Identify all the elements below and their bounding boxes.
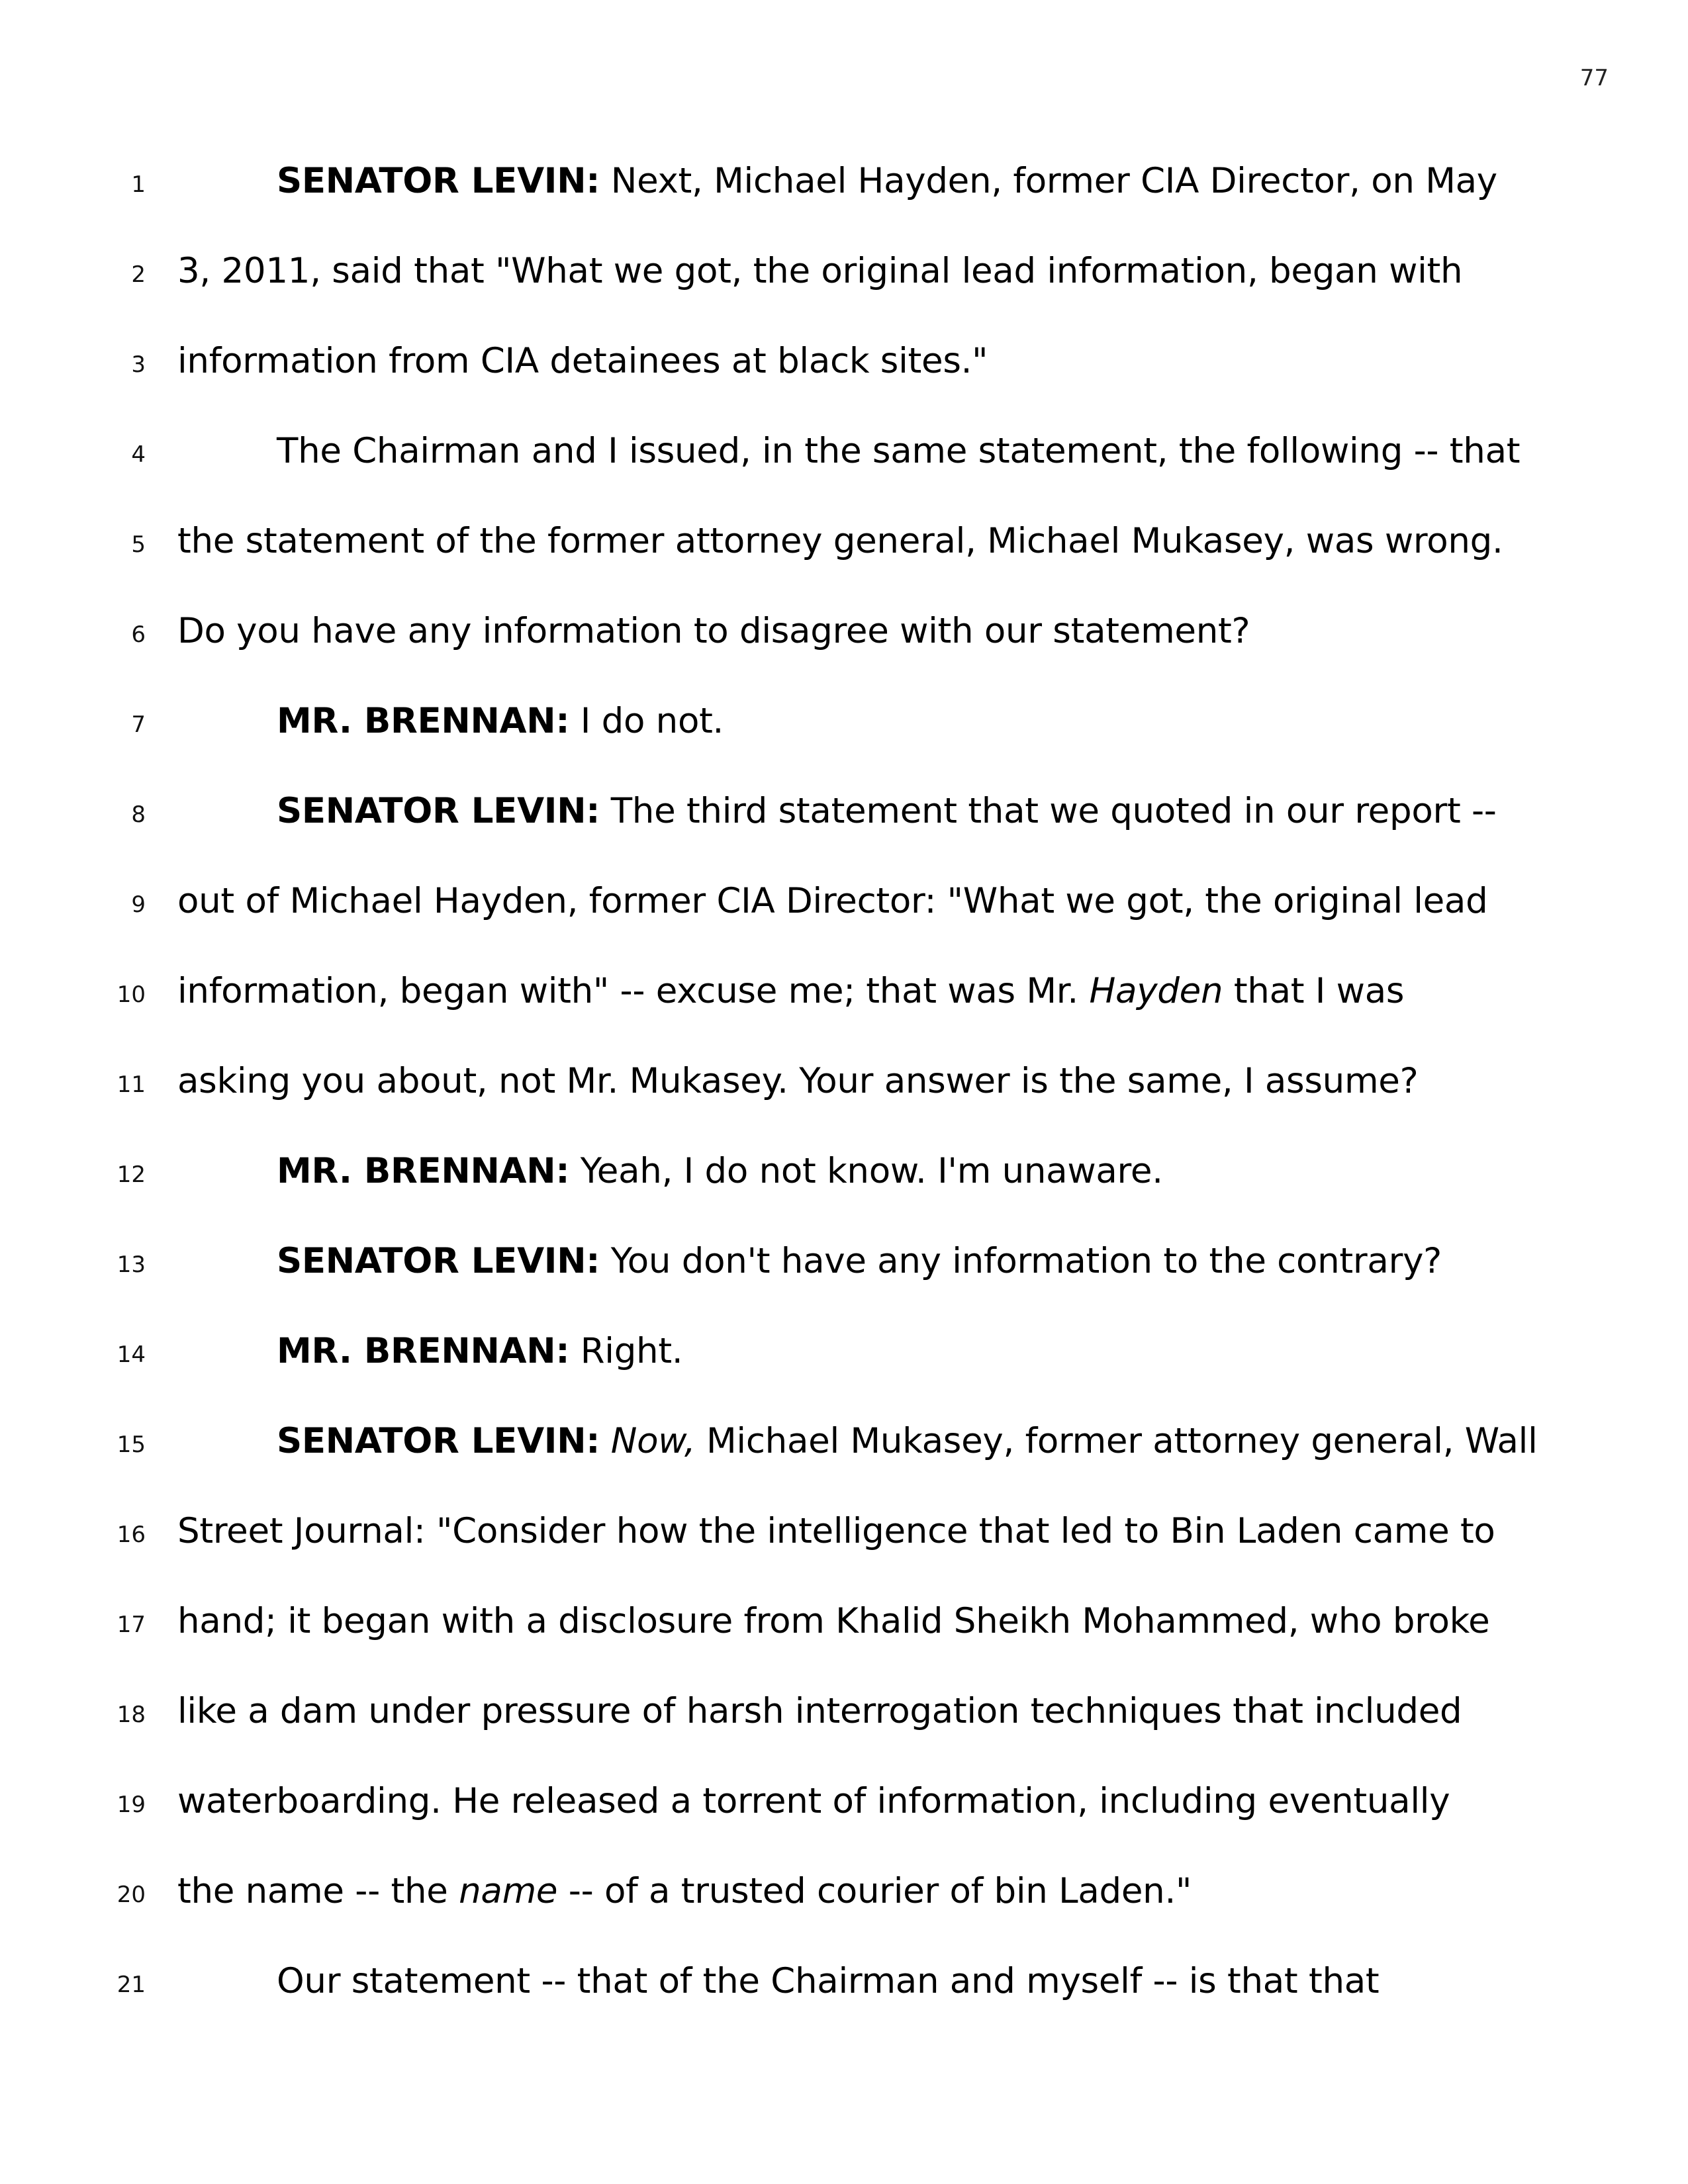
line-number: 13: [117, 1251, 146, 1278]
line-number: 9: [131, 891, 146, 918]
line-body: information, began with" -- excuse me; that was Mr.: [177, 971, 1090, 1011]
transcript-line: [0, 1780, 1688, 1870]
line-number: 21: [117, 1972, 146, 1998]
line-body: the statement of the former attorney general, Michael Mukasey, was wrong.: [177, 521, 1503, 561]
line-text: [277, 430, 1520, 473]
transcript-line: [0, 1060, 1688, 1150]
line-text: [177, 1510, 1495, 1553]
line-number: 20: [117, 1882, 146, 1908]
line-number: 4: [131, 441, 146, 468]
line-text: [277, 1420, 1538, 1463]
line-number: 10: [117, 981, 146, 1008]
transcript-line: [0, 1600, 1688, 1690]
line-number: 2: [131, 261, 146, 288]
line-body: Our statement -- that of the Chairman and myself -- is that that: [277, 1961, 1380, 2001]
line-number: 16: [117, 1522, 146, 1548]
transcript-line: [0, 340, 1688, 430]
line-text: [277, 1150, 1163, 1193]
line-body: Yeah, I do not know. I'm unaware.: [569, 1151, 1163, 1191]
line-number: 6: [131, 621, 146, 648]
page-number: 77: [1579, 65, 1609, 91]
line-number: 5: [131, 531, 146, 558]
line-body: You don't have any information to the contrary?: [600, 1241, 1442, 1281]
line-number: 14: [117, 1342, 146, 1368]
line-text: [277, 1330, 682, 1373]
italic-emphasis: name: [459, 1871, 558, 1911]
transcript-line: [0, 700, 1688, 790]
transcript-line: [0, 1420, 1688, 1510]
line-body: The third statement that we quoted in our report --: [600, 791, 1497, 831]
line-text: [277, 1240, 1442, 1283]
line-body-tail: that I was: [1223, 971, 1405, 1011]
transcript-line: [0, 1150, 1688, 1240]
line-text: [177, 1060, 1418, 1103]
line-text: [177, 610, 1250, 653]
line-text: [177, 970, 1404, 1013]
line-body: waterboarding. He released a torrent of information, including eventually: [177, 1781, 1450, 1821]
line-body: information from CIA detainees at black sites.": [177, 341, 988, 381]
line-number: 1: [131, 171, 146, 198]
line-body: Next, Michael Hayden, former CIA Director, on May: [600, 161, 1497, 201]
speaker-name: MR. BRENNAN:: [277, 1151, 570, 1191]
line-body: out of Michael Hayden, former CIA Director: "What we got, the original lead: [177, 881, 1488, 921]
line-text: [177, 250, 1462, 293]
transcript-line: [0, 1240, 1688, 1330]
line-number: 18: [117, 1702, 146, 1728]
line-body: the name -- the: [177, 1871, 459, 1911]
transcript-line: [0, 610, 1688, 700]
transcript-line: [0, 1510, 1688, 1600]
speaker-name: MR. BRENNAN:: [277, 1331, 570, 1371]
italic-emphasis: Hayden: [1089, 971, 1223, 1011]
transcript-line: [0, 520, 1688, 610]
line-text: [177, 1690, 1462, 1733]
line-body: 3, 2011, said that "What we got, the original lead information, began with: [177, 251, 1463, 291]
line-text: [277, 790, 1497, 833]
transcript-line: [0, 1870, 1688, 1960]
speaker-name: SENATOR LEVIN:: [277, 791, 600, 831]
line-text: [277, 1960, 1379, 2003]
line-number: 7: [131, 711, 146, 738]
line-body: hand; it began with a disclosure from Khalid Sheikh Mohammed, who broke: [177, 1601, 1490, 1641]
line-text: [177, 1600, 1489, 1643]
transcript-line: [0, 880, 1688, 970]
line-text: [277, 700, 724, 743]
line-body: Do you have any information to disagree with our statement?: [177, 611, 1250, 651]
speaker-name: SENATOR LEVIN:: [277, 1241, 600, 1281]
line-body: The Chairman and I issued, in the same statement, the following -- that: [277, 431, 1521, 471]
line-number: 8: [131, 801, 146, 828]
italic-emphasis: Now,: [610, 1421, 696, 1461]
line-body: I do not.: [569, 701, 724, 741]
speaker-name: MR. BRENNAN:: [277, 701, 570, 741]
transcript-line: [0, 250, 1688, 340]
line-number: 12: [117, 1161, 146, 1188]
line-body: Right.: [569, 1331, 683, 1371]
line-body: like a dam under pressure of harsh interrogation techniques that included: [177, 1691, 1462, 1731]
line-body: asking you about, not Mr. Mukasey. Your answer is the same, I assume?: [177, 1061, 1419, 1101]
transcript-line: [0, 1690, 1688, 1780]
line-number: 17: [117, 1612, 146, 1638]
line-number: 11: [117, 1071, 146, 1098]
line-text: [177, 1870, 1192, 1913]
transcript-line: [0, 790, 1688, 880]
line-text: [177, 1780, 1450, 1823]
speaker-name: SENATOR LEVIN:: [277, 1421, 600, 1461]
transcript-line: [0, 430, 1688, 520]
line-number: 19: [117, 1792, 146, 1818]
line-text: [177, 340, 988, 383]
line-body-tail: Michael Mukasey, former attorney general, Wall: [695, 1421, 1538, 1461]
transcript-line: [0, 1330, 1688, 1420]
line-number: 3: [131, 351, 146, 378]
line-text: [177, 520, 1503, 563]
transcript-line: [0, 970, 1688, 1060]
line-number: 15: [117, 1432, 146, 1458]
speaker-name: SENATOR LEVIN:: [277, 161, 600, 201]
line-body: Street Journal: "Consider how the intelligence that led to Bin Laden came to: [177, 1511, 1495, 1551]
line-text: [177, 880, 1487, 923]
transcript-line: [0, 160, 1688, 250]
line-body-tail: -- of a trusted courier of bin Laden.": [557, 1871, 1192, 1911]
transcript-line: [0, 1960, 1688, 2050]
line-text: [277, 160, 1497, 203]
